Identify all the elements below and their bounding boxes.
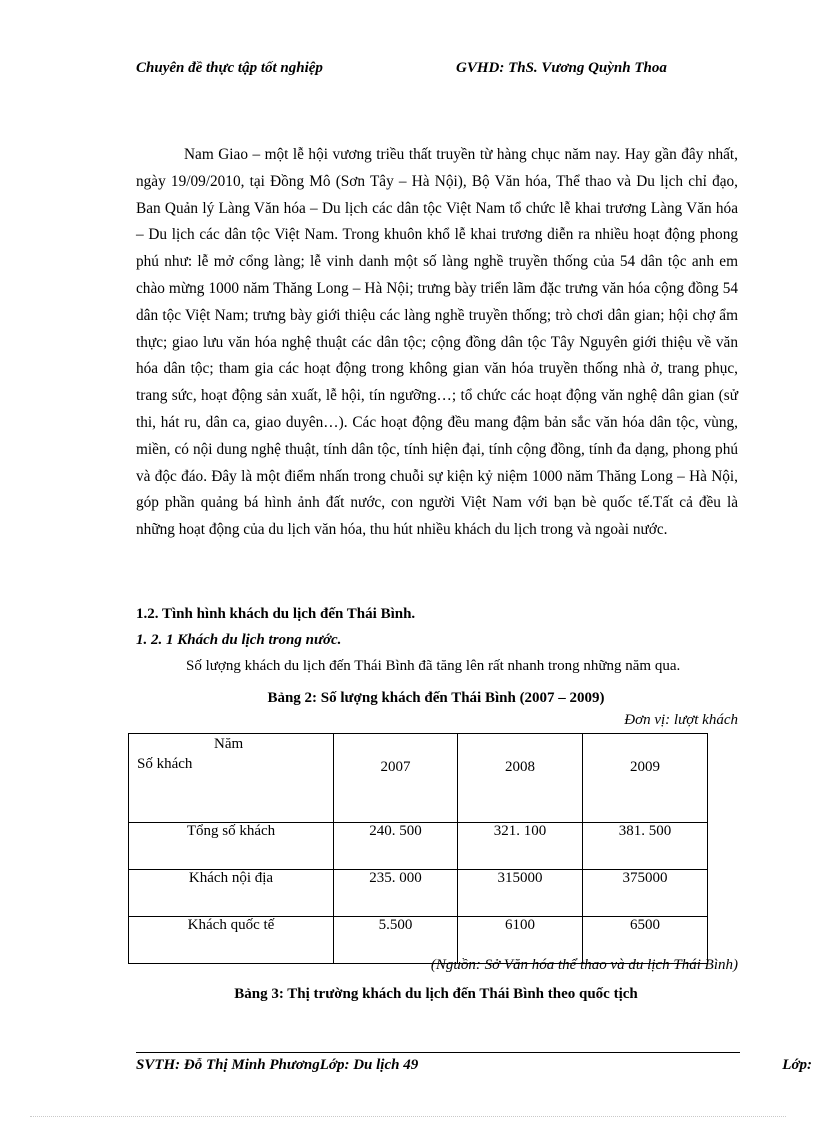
footer-class: Lớp: (782, 1057, 812, 1073)
section-heading: 1.2. Tình hình khách du lịch đến Thái Bình. (136, 606, 416, 622)
table-corner-cell (129, 734, 334, 823)
page-edge-divider (30, 1116, 786, 1117)
table-header-row (129, 734, 708, 823)
subsection-heading: 1. 2. 1 Khách du lịch trong nước. (136, 632, 342, 648)
row-label-cell: Khách nội địa (129, 870, 334, 917)
table2-source: (Nguồn: Sở Văn hóa thể thao và du lịch Thái Bình) (430, 957, 738, 973)
value-cell: 321. 100 (458, 823, 583, 870)
value-cell: 235. 000 (334, 870, 458, 917)
year-header-cell: 2009 (583, 734, 708, 823)
footer-student: SVTH: Đỗ Thị Minh PhươngLớp: Du lịch 49 (136, 1057, 419, 1073)
value-cell: 375000 (583, 870, 708, 917)
table-row (129, 823, 708, 870)
value-cell: 5.500 (334, 917, 458, 964)
page-footer (136, 1057, 814, 1079)
value-cell: 6100 (458, 917, 583, 964)
header-supervisor: GVHD: ThS. Vương Quỳnh Thoa (456, 60, 667, 76)
year-header-cell: 2007 (334, 734, 458, 823)
header-report-title: Chuyên đề thực tập tốt nghiệp (136, 60, 323, 76)
table2-unit: Đơn vị: lượt khách (624, 712, 738, 728)
value-cell: 240. 500 (334, 823, 458, 870)
year-header-cell: 2008 (458, 734, 583, 823)
body-paragraph: Nam Giao – một lễ hội vương triều thất truyền từ hàng chục năm nay. Hay gần đây nhất, ngày 19/09/2010, tại Đồng Mô (Sơn Tây – Hà Nội), Bộ Văn hóa, Thể thao và Du lịch chỉ đạo, Ban Quản lý Làng Văn hóa – Du lịch các dân tộc Việt Nam tổ chức lễ khai trương Làng Văn hóa – Du lịch các dân tộc Việt Nam. Trong khuôn khổ lễ khai trương diễn ra nhiều hoạt động phong phú như: lễ mở cổng làng; lễ vinh danh một số làng nghề truyền thống của 54 dân tộc anh em chào mừng 1000 năm Thăng Long – Hà Nội; trưng bày triển lãm đặc trưng văn hóa cộng đồng 54 dân tộc Việt Nam; trưng bày giới thiệu các làng nghề truyền thống; trò chơi dân gian; hội chợ ẩm thực; giao lưu văn hóa nghệ thuật các dân tộc; cộng đồng dân tộc Tây Nguyên giới thiệu về văn hóa dân tộc; tham gia các hoạt động trong không gian văn hóa truyền thống nhà ở, trang phục, trang sức, hoạt động sản xuất, lễ hội, tín ngưỡng…; tổ chức các hoạt động văn nghệ dân gian (sử thi, hát ru, dân ca, giao duyên…). Các hoạt động đều mang đậm bản sắc văn hóa dân tộc, vùng, miền, có nội dung nghệ thuật, tính dân tộc, tính hiện đại, tính cộng đồng, tính đa dạng, phong phú và độc đáo. Đây là một điểm nhấn trong chuỗi sự kiện kỷ niệm 1000 năm Thăng Long – Hà Nội, góp phần quảng bá hình ảnh đất nước, con người Việt Nam với bạn bè quốc tế.Tất cả đều là những hoạt động của du lịch văn hóa, thu hút nhiều khách du lịch trong và ngoài nước. (136, 146, 738, 539)
page-header (136, 60, 736, 84)
intro-sentence: Số lượng khách du lịch đến Thái Bình đã tăng lên rất nhanh trong những năm qua. (186, 658, 681, 674)
value-cell: 315000 (458, 870, 583, 917)
footer-divider (136, 1052, 740, 1053)
table2-title: Bảng 2: Số lượng khách đến Thái Bình (2007 – 2009) (267, 690, 605, 706)
value-cell: 381. 500 (583, 823, 708, 870)
table3-title: Bảng 3: Thị trường khách du lịch đến Thái Bình theo quốc tịch (234, 986, 638, 1002)
row-label-cell: Tổng số khách (129, 823, 334, 870)
corner-year-label: Năm (214, 736, 244, 752)
visitors-table (128, 733, 708, 964)
table-row (129, 870, 708, 917)
corner-visitors-label: Số khách (137, 756, 193, 772)
value-cell: 6500 (583, 917, 708, 964)
row-label-cell: Khách quốc tế (129, 917, 334, 964)
